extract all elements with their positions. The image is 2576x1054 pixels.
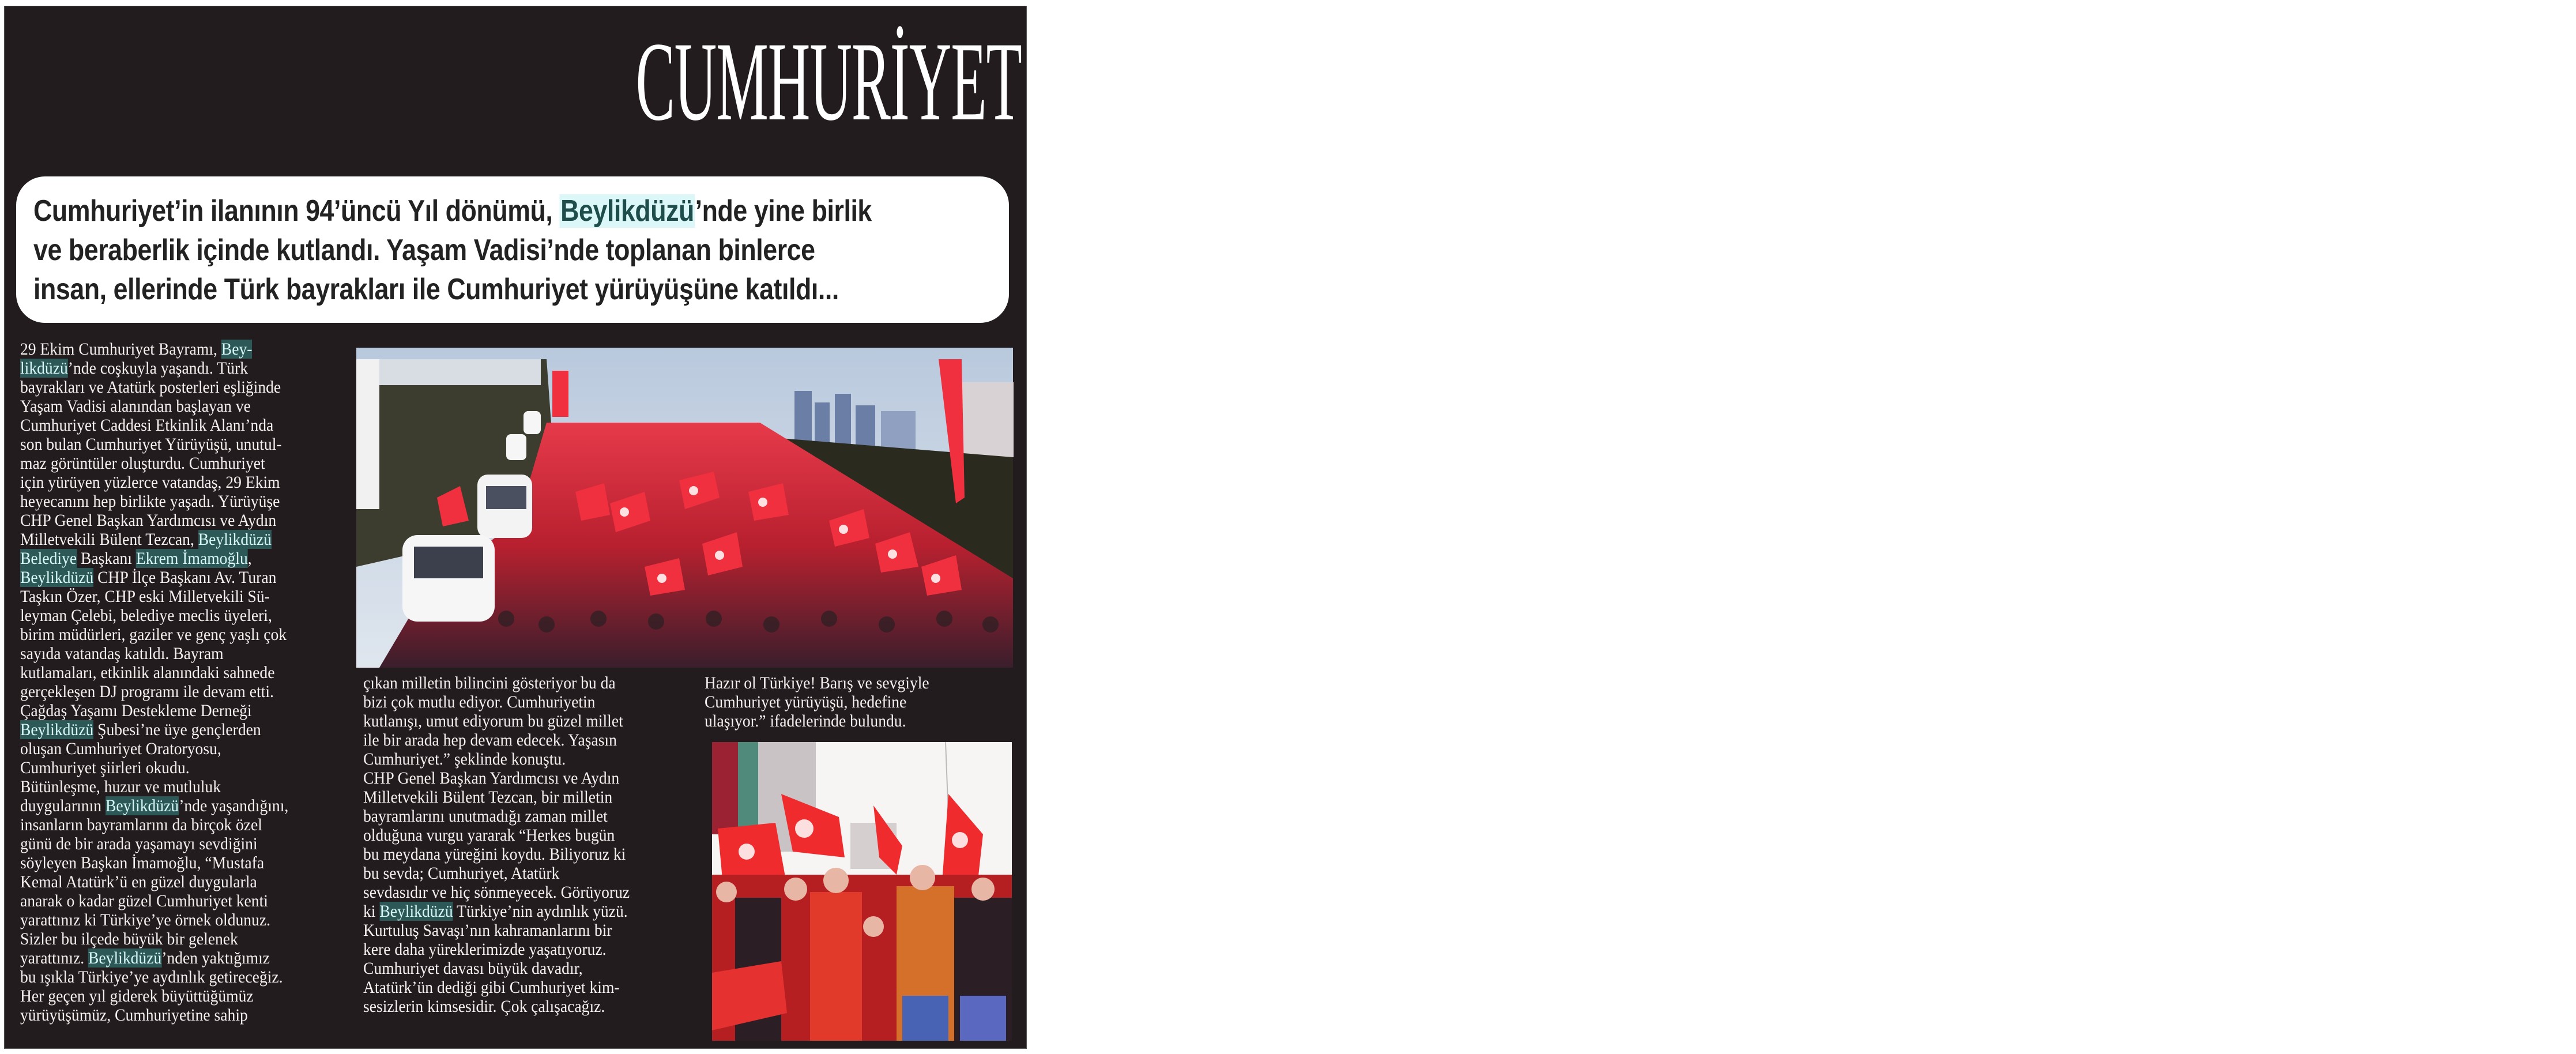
photo-mayor-marchers-image (712, 742, 1012, 1041)
text-segment: olduğuna vurgu yararak “Herkes bugün (363, 826, 615, 845)
text-line (20, 606, 328, 625)
text-segment: bu ışıkla Türkiye’ye aydınlık getireceğiz. (20, 968, 283, 987)
column-left (20, 340, 355, 1025)
text-segment: Cumhuriyet’in ilanının 94’üncü Yıl dönümü, (33, 194, 560, 228)
text-line (20, 568, 328, 587)
text-segment: anarak o kadar güzel Cumhuriyet kenti (20, 891, 268, 910)
text-segment: birim müdürleri, gaziler ve genç yaşlı çok (20, 625, 287, 644)
text-line (20, 834, 328, 853)
text-segment: maz görüntüler oluşturdu. Cumhuriyet (20, 454, 265, 473)
text-segment: bu meydana yüreğini koydu. Biliyoruz ki (363, 845, 626, 864)
text-segment: yarattınız ki Türkiye’ye örnek oldunuz. (20, 910, 271, 929)
text-segment: insanların bayramlarını da birçok özel (20, 815, 262, 834)
highlighted-name: Beylikdüzü (20, 568, 94, 587)
text-line (363, 788, 665, 807)
text-segment: ile bir arada hep devam edecek. Yaşasın (363, 731, 617, 750)
text-line (20, 815, 328, 834)
text-line (363, 712, 665, 731)
text-line (20, 682, 328, 701)
text-segment: bu sevda; Cumhuriyet, Atatürk (363, 864, 560, 883)
text-line (20, 987, 328, 1006)
text-segment: Cumhuriyet yürüyüşü, hedefine (705, 692, 907, 712)
text-line (363, 750, 665, 769)
text-line (363, 731, 665, 750)
text-line (20, 492, 328, 511)
text-line (20, 758, 328, 777)
text-segment: CHP Genel Başkan Yardımcısı ve Aydın (363, 769, 620, 788)
text-line (20, 796, 328, 815)
text-line (363, 807, 665, 826)
text-line (20, 359, 328, 378)
text-segment: Türkiye’nin aydınlık yüzü. (453, 902, 628, 921)
text-segment: Her geçen yıl giderek büyüttüğümüz (20, 987, 254, 1006)
text-line (20, 397, 328, 416)
text-segment: sayıda vatandaş katıldı. Bayram (20, 644, 224, 663)
highlighted-name: Ekrem İmamoğlu (135, 549, 248, 568)
photo-crowd-march (356, 348, 1013, 668)
text-line (20, 853, 328, 872)
text-segment: Sizler bu ilçede büyük bir gelenek (20, 929, 238, 948)
highlighted-name: Beylikdüzü (105, 796, 179, 815)
text-line (20, 720, 328, 739)
text-line (20, 968, 328, 987)
text-segment: leyman Çelebi, belediye meclis üyeleri, (20, 606, 272, 625)
text-segment: bizi çok mutlu ediyor. Cumhuriyetin (363, 692, 596, 712)
text-segment: heyecanını hep birlikte yaşadı. Yürüyüşe (20, 492, 280, 511)
text-line (363, 883, 665, 902)
text-segment: sevdasıdır ve hiç sönmeyecek. Görüyoruz (363, 883, 630, 902)
text-segment: yarattınız. (20, 948, 89, 968)
text-line (363, 826, 665, 845)
text-line (363, 692, 665, 712)
text-line (20, 549, 328, 568)
text-line (20, 1006, 328, 1025)
text-segment: çıkan milletin bilincini gösteriyor bu da (363, 673, 616, 692)
highlighted-name: Beylikdüzü (560, 194, 694, 228)
text-line (363, 959, 665, 978)
text-line (20, 663, 328, 682)
text-line (20, 948, 328, 968)
text-segment: Şubesi’ne üye gençlerden (93, 720, 261, 739)
text-line (20, 416, 328, 435)
text-line (33, 270, 863, 309)
text-line (20, 587, 328, 606)
text-segment: CHP Genel Başkan Yardımcısı ve Aydın (20, 511, 277, 530)
text-line (20, 511, 328, 530)
text-segment: bayrakları ve Atatürk posterleri eşliğinde (20, 378, 281, 397)
text-segment: Başkanı (77, 549, 136, 568)
text-line (20, 435, 328, 454)
text-line (20, 777, 328, 796)
text-segment: insan, ellerinde Türk bayrakları ile Cumhuriyet yürüyüşüne katıldı... (33, 273, 839, 306)
text-segment: söyleyen Başkan İmamoğlu, “Mustafa (20, 853, 265, 872)
column-middle (363, 673, 692, 1016)
text-segment: kutlanışı, umut ediyorum bu güzel millet (363, 712, 623, 731)
text-line (20, 910, 328, 929)
photo-crowd-march-image (356, 348, 1013, 668)
text-segment: ’nde coşkuyla yaşandı. Türk (67, 359, 248, 378)
text-segment: Kemal Atatürk’ü en güzel duygularla (20, 872, 257, 891)
text-segment: yürüyüşümüz, Cumhuriyetine sahip (20, 1006, 248, 1025)
text-line (363, 921, 665, 940)
photo-mayor-marchers (712, 742, 1012, 1041)
text-segment: duygularının (20, 796, 106, 815)
text-segment: Cumhuriyet.” şeklinde konuştu. (363, 750, 566, 769)
text-line (363, 864, 665, 883)
text-line (705, 692, 991, 712)
text-line (705, 712, 991, 731)
highlighted-name: Beylikdüzü (379, 902, 453, 921)
headline (23, 19, 1964, 144)
text-segment: Bütünleşme, huzur ve mutluluk (20, 777, 221, 796)
text-segment: kere daha yüreklerimizde yaşatıyoruz. (363, 940, 607, 959)
text-line (20, 701, 328, 720)
text-segment: ’nden yaktığımız (161, 948, 270, 968)
text-line (363, 997, 665, 1016)
text-line (20, 625, 328, 644)
highlighted-name: Beylikdüzü (20, 720, 94, 739)
text-segment: 29 Ekim Cumhuriyet Bayramı, (20, 340, 221, 359)
highlighted-name: Belediye (20, 549, 77, 568)
text-line (363, 978, 665, 997)
text-segment: Çağdaş Yaşamı Destekleme Derneği (20, 701, 252, 720)
text-segment: Yaşam Vadisi alanından başlayan ve (20, 397, 251, 416)
text-segment: ’nde yine birlik (695, 194, 872, 228)
column-right (705, 673, 1016, 731)
text-segment: Cumhuriyet şiirleri okudu. (20, 758, 190, 777)
text-line (363, 769, 665, 788)
text-segment: Hazır ol Türkiye! Barış ve sevgiyle (705, 673, 929, 692)
text-segment: CHP İlçe Başkanı Av. Turan (93, 568, 277, 587)
text-segment: bayramlarını unutmadığı zaman millet (363, 807, 608, 826)
text-line (20, 473, 328, 492)
text-segment: Milletvekili Bülent Tezcan, bir milletin (363, 788, 613, 807)
text-segment: günü de bir arada yaşamayı sevdiğini (20, 834, 258, 853)
text-line (20, 340, 328, 359)
highlighted-name: likdüzü (20, 359, 68, 378)
text-segment: Atatürk’ün dediği gibi Cumhuriyet kim- (363, 978, 620, 997)
text-segment: kutlamaları, etkinlik alanındaki sahnede (20, 663, 275, 682)
text-segment: Kurtuluş Savaşı’nın kahramanlarını bir (363, 921, 612, 940)
text-segment: ve beraberlik içinde kutlandı. Yaşam Vadisi’nde toplanan binlerce (33, 234, 815, 267)
text-line (363, 902, 665, 921)
deck-box (16, 176, 1009, 323)
text-line (363, 673, 665, 692)
text-segment: Milletvekili Bülent Tezcan, (20, 530, 198, 549)
text-line (20, 739, 328, 758)
text-segment: için yürüyen yüzlerce vatandaş, 29 Ekim (20, 473, 280, 492)
text-segment: oluşan Cumhuriyet Oratoryosu, (20, 739, 221, 758)
headline-text: CUMHURİYET IŞIĞI, BEYLİKDÜZÜ’NDE PARLADI (635, 19, 1964, 144)
text-segment: son bulan Cumhuriyet Yürüyüşü, unutul- (20, 435, 282, 454)
text-line (705, 673, 991, 692)
text-segment: Cumhuriyet davası büyük davadır, (363, 959, 583, 978)
highlighted-name: Beylikdüzü (198, 530, 272, 549)
text-line (20, 644, 328, 663)
text-segment: ’nde yaşandığını, (179, 796, 289, 815)
text-segment: Cumhuriyet Caddesi Etkinlik Alanı’nda (20, 416, 274, 435)
text-line (20, 454, 328, 473)
text-segment: gerçekleşen DJ programı ile devam etti. (20, 682, 274, 701)
text-segment: ki (363, 902, 380, 921)
text-line (363, 845, 665, 864)
text-segment: sesizlerin kimsesidir. Çok çalışacağız. (363, 997, 605, 1016)
highlighted-name: Bey- (221, 340, 253, 359)
text-line (20, 530, 328, 549)
text-line (33, 191, 872, 231)
highlighted-name: Beylikdüzü (88, 948, 162, 968)
text-segment: ulaşıyor.” ifadelerinde bulundu. (705, 712, 906, 731)
text-line (20, 872, 328, 891)
text-line (33, 231, 863, 270)
text-segment: Taşkın Özer, CHP eski Milletvekili Sü- (20, 587, 270, 606)
text-line (20, 929, 328, 948)
text-line (20, 378, 328, 397)
text-line (20, 891, 328, 910)
text-segment: , (247, 549, 252, 568)
text-line (363, 940, 665, 959)
